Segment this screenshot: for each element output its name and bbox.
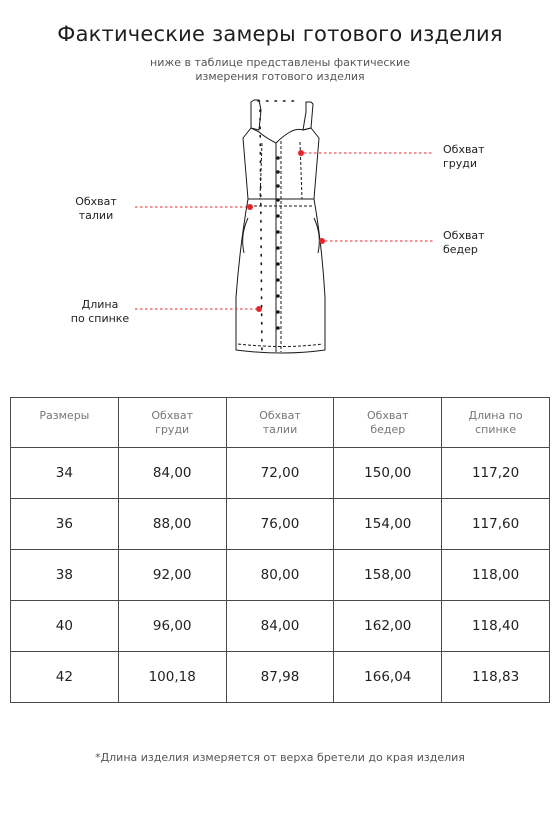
- cell-chest: 92,00: [118, 550, 226, 601]
- cell-length: 118,00: [442, 550, 550, 601]
- label-chest: Обхват груди: [443, 143, 485, 170]
- length-measure-line: [258, 101, 296, 353]
- leader-lines: [135, 153, 433, 309]
- cell-length: 117,20: [442, 448, 550, 499]
- cell-hips: 150,00: [334, 448, 442, 499]
- cell-hips: 166,04: [334, 652, 442, 703]
- cell-size: 36: [11, 499, 119, 550]
- header-sizes: Размеры: [11, 398, 119, 448]
- header-hips: Обхват бедер: [334, 398, 442, 448]
- cell-size: 42: [11, 652, 119, 703]
- table-header-row: [11, 398, 550, 448]
- cell-hips: 154,00: [334, 499, 442, 550]
- cell-waist: 80,00: [226, 550, 334, 601]
- cell-size: 34: [11, 448, 119, 499]
- cell-waist: 84,00: [226, 601, 334, 652]
- cell-length: 118,83: [442, 652, 550, 703]
- chest-marker: [298, 150, 304, 156]
- dress-strap-right: [303, 102, 313, 130]
- waist-marker: [247, 204, 253, 210]
- table-row: [11, 652, 550, 703]
- dress-buttons: [276, 156, 280, 330]
- header-waist: Обхват талии: [226, 398, 334, 448]
- cell-chest: 96,00: [118, 601, 226, 652]
- length-marker: [256, 306, 262, 312]
- cell-size: 38: [11, 550, 119, 601]
- table-row: [11, 550, 550, 601]
- cell-chest: 84,00: [118, 448, 226, 499]
- table-row: [11, 499, 550, 550]
- cell-length: 118,40: [442, 601, 550, 652]
- page-subtitle: [0, 56, 560, 84]
- table-row: [11, 448, 550, 499]
- cell-hips: 158,00: [334, 550, 442, 601]
- label-length: Длина по спинке: [70, 298, 130, 325]
- label-hips: Обхват бедер: [443, 229, 485, 256]
- subtitle-line-2: измерения готового изделия: [195, 70, 365, 83]
- subtitle-line-1: ниже в таблице представлены фактические: [150, 56, 410, 69]
- cell-size: 40: [11, 601, 119, 652]
- footnote: *Длина изделия измеряется от верха бретели до края изделия: [95, 751, 465, 764]
- cell-chest: 100,18: [118, 652, 226, 703]
- hips-marker: [319, 238, 325, 244]
- cell-waist: 72,00: [226, 448, 334, 499]
- table-row: [11, 601, 550, 652]
- cell-length: 117,60: [442, 499, 550, 550]
- page-title: Фактические замеры готового изделия: [57, 22, 503, 46]
- cell-waist: 87,98: [226, 652, 334, 703]
- dress-strap-left: [251, 100, 261, 130]
- cell-hips: 162,00: [334, 601, 442, 652]
- size-table: [10, 397, 550, 703]
- header-chest: Обхват груди: [118, 398, 226, 448]
- label-waist: Обхват талии: [75, 195, 117, 222]
- header-length: Длина по спинке: [442, 398, 550, 448]
- measure-markers: [247, 150, 325, 312]
- cell-waist: 76,00: [226, 499, 334, 550]
- cell-chest: 88,00: [118, 499, 226, 550]
